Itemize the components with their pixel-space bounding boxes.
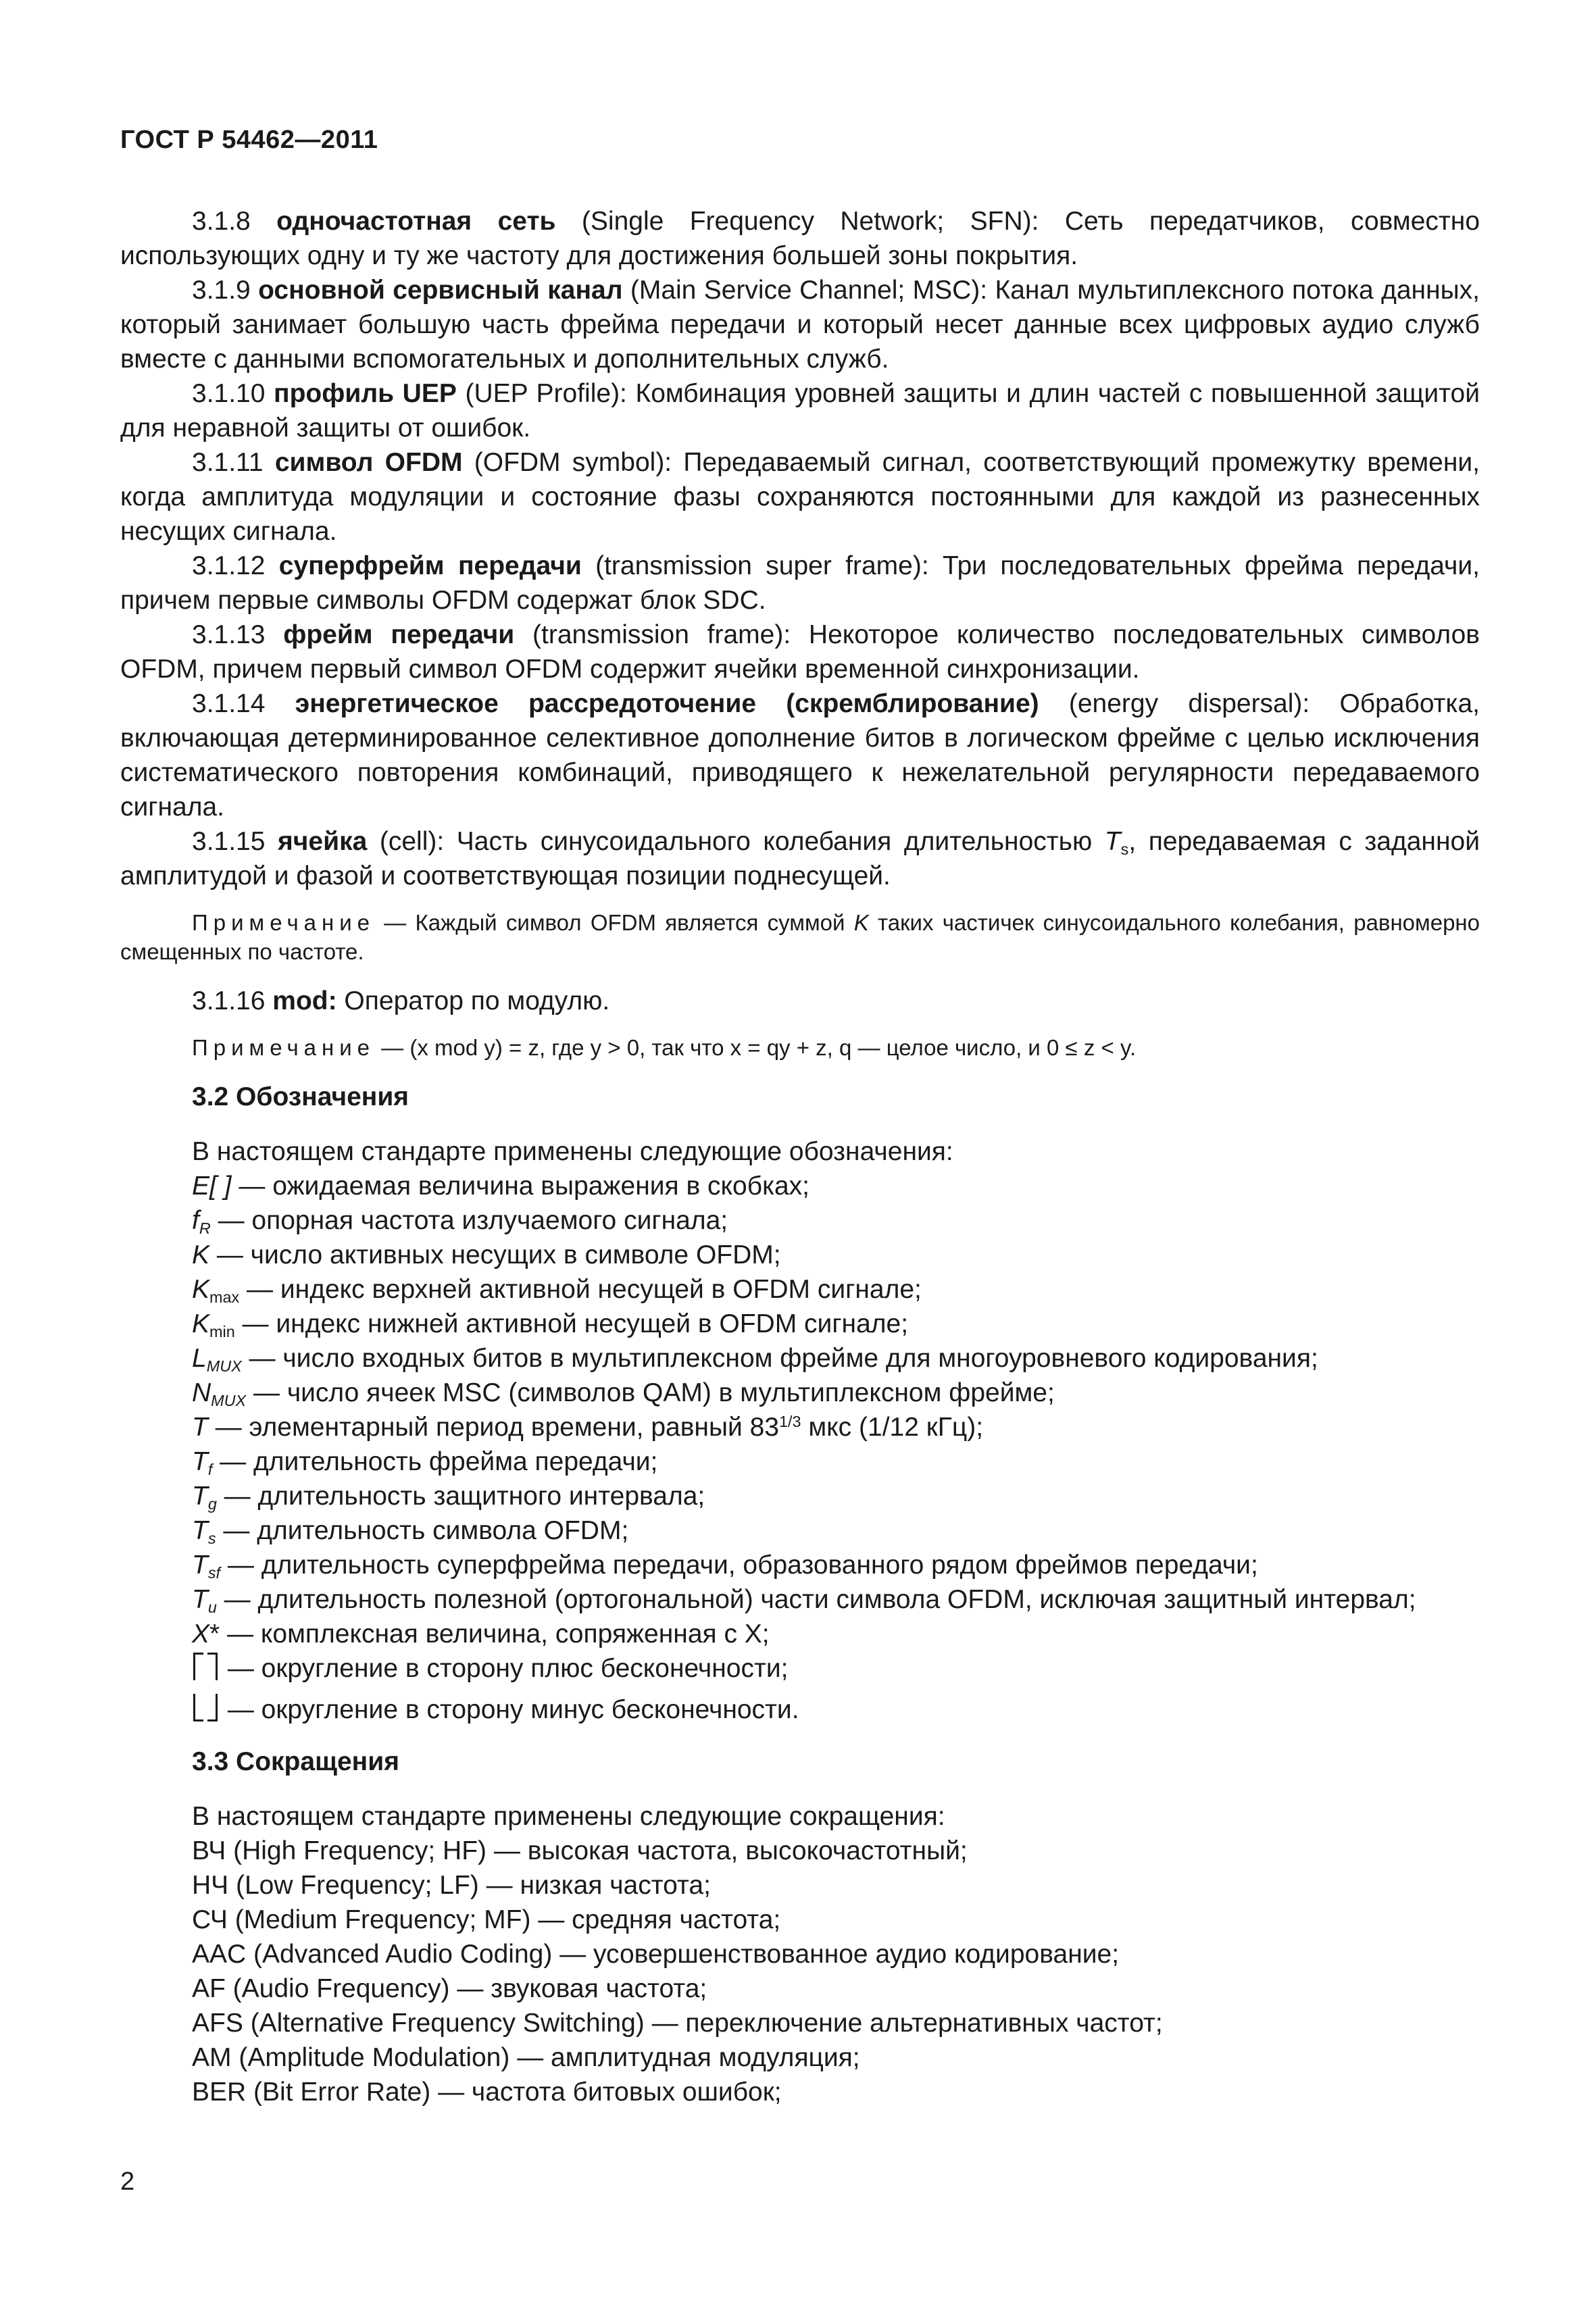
list-item: BER (Bit Error Rate) — частота битовых ошибок; — [192, 2078, 782, 2107]
list-item — [192, 1203, 1480, 1238]
definition-paragraph — [120, 376, 1480, 445]
symbol: K — [192, 1240, 210, 1269]
note-label: Примечание — [192, 1035, 376, 1060]
definition-number: 3.1.16 — [192, 986, 266, 1015]
definition-term: ячейка — [278, 827, 368, 856]
list-item — [192, 1617, 1480, 1651]
symbol: T — [192, 1413, 208, 1442]
symbol-subscript: R — [199, 1219, 211, 1238]
definition-term: суперфрейм передачи — [278, 551, 582, 580]
definition-text: (transmission super frame): Три последовательных фрейма передачи, причем первые символы OFDM содержат блок SDC. — [120, 551, 1480, 615]
definition-number: 3.1.12 — [192, 551, 266, 580]
definition-number: 3.1.11 — [192, 448, 264, 477]
abbreviations-list — [192, 1799, 1480, 2109]
list-item — [192, 1548, 1480, 1582]
list-item-text: — длительность защитного интервала; — [216, 1482, 705, 1511]
section-heading-3-3: 3.3 Сокращения — [192, 1747, 399, 1776]
list-item — [192, 1479, 1480, 1513]
list-item — [192, 1444, 1480, 1479]
definition-paragraph — [120, 204, 1480, 273]
symbol: E[ ] — [192, 1172, 232, 1201]
symbol: T — [192, 1482, 208, 1511]
note-2 — [120, 1033, 1480, 1062]
symbol-subscript: max — [209, 1288, 240, 1307]
definition-paragraph — [120, 549, 1480, 618]
symbol: f — [192, 1206, 199, 1235]
list-item-text: — округление в сторону плюс бесконечности; — [220, 1654, 789, 1683]
definition-number: 3.1.14 — [192, 689, 266, 718]
list-item-text: — округление в сторону минус бесконечности. — [220, 1695, 799, 1724]
document-header: ГОСТ Р 54462—2011 — [120, 126, 378, 154]
definition-term: фрейм передачи — [283, 620, 515, 649]
list-item — [192, 1651, 1480, 1686]
list-item-text: — опорная частота излучаемого сигнала; — [210, 1206, 728, 1235]
list-intro: В настоящем стандарте применены следующие сокращения: — [192, 1802, 945, 1831]
symbol-superscript: * — [209, 1619, 220, 1649]
definition-term: символ OFDM — [274, 448, 463, 477]
symbol: T — [192, 1447, 208, 1476]
document-body — [120, 204, 1480, 2109]
definition-3-1-15 — [120, 824, 1480, 893]
list-item: СЧ (Medium Frequency; MF) — средняя частота; — [192, 1905, 781, 1934]
symbol-subscript: s — [207, 1530, 216, 1548]
symbol: T — [192, 1516, 208, 1545]
definition-term: основной сервисный канал — [258, 276, 623, 305]
list-item — [192, 1513, 1480, 1548]
symbol: T — [1104, 827, 1121, 856]
symbol: T — [192, 1585, 208, 1614]
section-heading-3-2: 3.2 Обозначения — [192, 1082, 409, 1111]
definition-text: Оператор по модулю. — [336, 986, 610, 1015]
note-text: — Каждый символ OFDM является суммой — [375, 910, 854, 935]
note-text: таких частичек синусоидального колебания, равномерно смещенных по частоте. — [120, 910, 1480, 964]
definition-3-1-16 — [120, 984, 1480, 1018]
definition-paragraph — [120, 273, 1480, 376]
note-label: Примечание — [192, 910, 376, 935]
definition-term: профиль UEP — [274, 379, 457, 408]
floor-bracket-icon — [192, 1694, 220, 1722]
definition-text: (OFDM symbol): Передаваемый сигнал, соответствующий промежутку времени, когда амплитуда модуляции и состояние фазы сохраняются постоянными для каждой из разнесенных несущих сигнала. — [120, 448, 1480, 546]
list-item: AF (Audio Frequency) — звуковая частота; — [192, 1974, 707, 2003]
list-item — [192, 1307, 1480, 1341]
symbol: L — [192, 1344, 207, 1373]
symbol: K — [853, 910, 869, 935]
definition-text: (Main Service Channel; MSC): Канал мультиплексного потока данных, который занимает большую часть фрейма передачи и который несет данные всех цифровых аудио служб вместе с данными вспомогательных и дополнительных служб. — [120, 276, 1480, 374]
symbol-subscript: g — [207, 1495, 217, 1513]
definition-term: mod: — [272, 986, 337, 1015]
symbols-items — [192, 1169, 1480, 1651]
list-item-text: — число ячеек MSC (символов QAM) в мультиплексном фрейме; — [246, 1378, 1055, 1407]
symbol-subscript: MUX — [211, 1392, 247, 1410]
symbol-subscript: s — [1120, 840, 1129, 859]
list-item-text: — число входных битов в мультиплексном фрейме для многоуровневого кодирования; — [241, 1344, 1318, 1373]
list-item-text: мкс (1/12 кГц); — [801, 1413, 984, 1442]
list-item — [192, 1238, 1480, 1272]
list-item-text: — элементарный период времени, равный 83 — [207, 1413, 779, 1442]
definition-text: , передаваемая с заданной амплитудой и фазой и соответствующая позиции поднесущей. — [120, 827, 1480, 890]
symbols-list — [192, 1134, 1480, 1727]
definition-number: 3.1.9 — [192, 276, 251, 305]
definition-text: (cell): Часть синусоидального колебания длительностью — [367, 827, 1105, 856]
list-intro: В настоящем стандарте применены следующие обозначения: — [192, 1137, 953, 1166]
list-item — [192, 1341, 1480, 1376]
definition-text: (energy dispersal): Обработка, включающая детерминированное селективное дополнение битов в логическом фрейме с целью исключения систематического повторения комбинаций, приводящего к нежелательной регулярности передаваемого сигнала. — [120, 689, 1480, 822]
list-item — [192, 1582, 1480, 1617]
ceiling-bracket-icon — [192, 1653, 220, 1681]
list-item — [192, 1169, 1480, 1203]
list-item-text: — длительность символа OFDM; — [216, 1516, 629, 1545]
abbreviations-items — [192, 1834, 1480, 2109]
symbol: K — [192, 1309, 210, 1338]
definition-number: 3.1.8 — [192, 207, 251, 236]
definition-paragraph — [120, 686, 1480, 824]
list-item-text: — индекс верхней активной несущей в OFDM сигнале; — [239, 1275, 922, 1304]
note-text: — (x mod y) = z, где y > 0, так что x = qy + z, q — целое число, и 0 ≤ z < y. — [375, 1035, 1137, 1060]
list-item-text: — число активных несущих в символе OFDM; — [209, 1240, 781, 1269]
symbol-subscript: sf — [207, 1564, 221, 1582]
list-item-text: — индекс нижней активной несущей в OFDM сигнале; — [234, 1309, 909, 1338]
note-1 — [120, 908, 1480, 966]
superscript: 1/3 — [779, 1413, 801, 1431]
symbol-subscript: min — [209, 1323, 235, 1341]
page-number: 2 — [120, 2167, 135, 2196]
definition-term: энергетическое рассредоточение (скремблирование) — [295, 689, 1039, 718]
symbol: K — [192, 1275, 210, 1304]
definition-number: 3.1.15 — [192, 827, 266, 856]
definition-paragraph — [120, 618, 1480, 686]
list-item: AM (Amplitude Modulation) — амплитудная модуляция; — [192, 2043, 860, 2072]
list-item: НЧ (Low Frequency; LF) — низкая частота; — [192, 1871, 711, 1900]
symbol-subscript: u — [207, 1599, 217, 1617]
list-item: AAC (Advanced Audio Coding) — усовершенствованное аудио кодирование; — [192, 1940, 1120, 1969]
symbol-subscript: MUX — [206, 1357, 242, 1376]
list-item-text: — ожидаемая величина выражения в скобках; — [231, 1172, 810, 1201]
symbol-subscript: f — [207, 1461, 213, 1479]
definition-number: 3.1.13 — [192, 620, 266, 649]
list-item — [192, 1692, 1480, 1727]
definition-text: (transmission frame): Некоторое количество последовательных символов OFDM, причем первый символ OFDM содержит ячейки временной синхронизации. — [120, 620, 1480, 684]
list-item: AFS (Alternative Frequency Switching) — переключение альтернативных частот; — [192, 2009, 1163, 2038]
list-item — [192, 1376, 1480, 1410]
list-item-text: — комплексная величина, сопряженная с X; — [220, 1619, 770, 1649]
list-item-text: — длительность полезной (ортогональной) части символа OFDM, исключая защитный интервал; — [216, 1585, 1416, 1614]
definitions-list — [120, 204, 1480, 824]
list-item — [192, 1272, 1480, 1307]
list-item: ВЧ (High Frequency; HF) — высокая частота, высокочастотный; — [192, 1836, 968, 1865]
definition-text: (Single Frequency Network; SFN): Сеть передатчиков, совместно использующих одну и ту же частоту для достижения большей зоны покрытия. — [120, 207, 1480, 270]
symbol: X — [192, 1619, 210, 1649]
definition-paragraph — [120, 445, 1480, 549]
list-item — [192, 1410, 1480, 1444]
list-item-text: — длительность фрейма передачи; — [212, 1447, 658, 1476]
definition-text: (UEP Profile): Комбинация уровней защиты и длин частей с повышенной защитой для неравной защиты от ошибок. — [120, 379, 1480, 443]
symbol: T — [192, 1551, 208, 1580]
list-item-text: — длительность суперфрейма передачи, образованного рядом фреймов передачи; — [220, 1551, 1258, 1580]
symbol: N — [192, 1378, 211, 1407]
definition-number: 3.1.10 — [192, 379, 266, 408]
definition-term: одночастотная сеть — [276, 207, 556, 236]
